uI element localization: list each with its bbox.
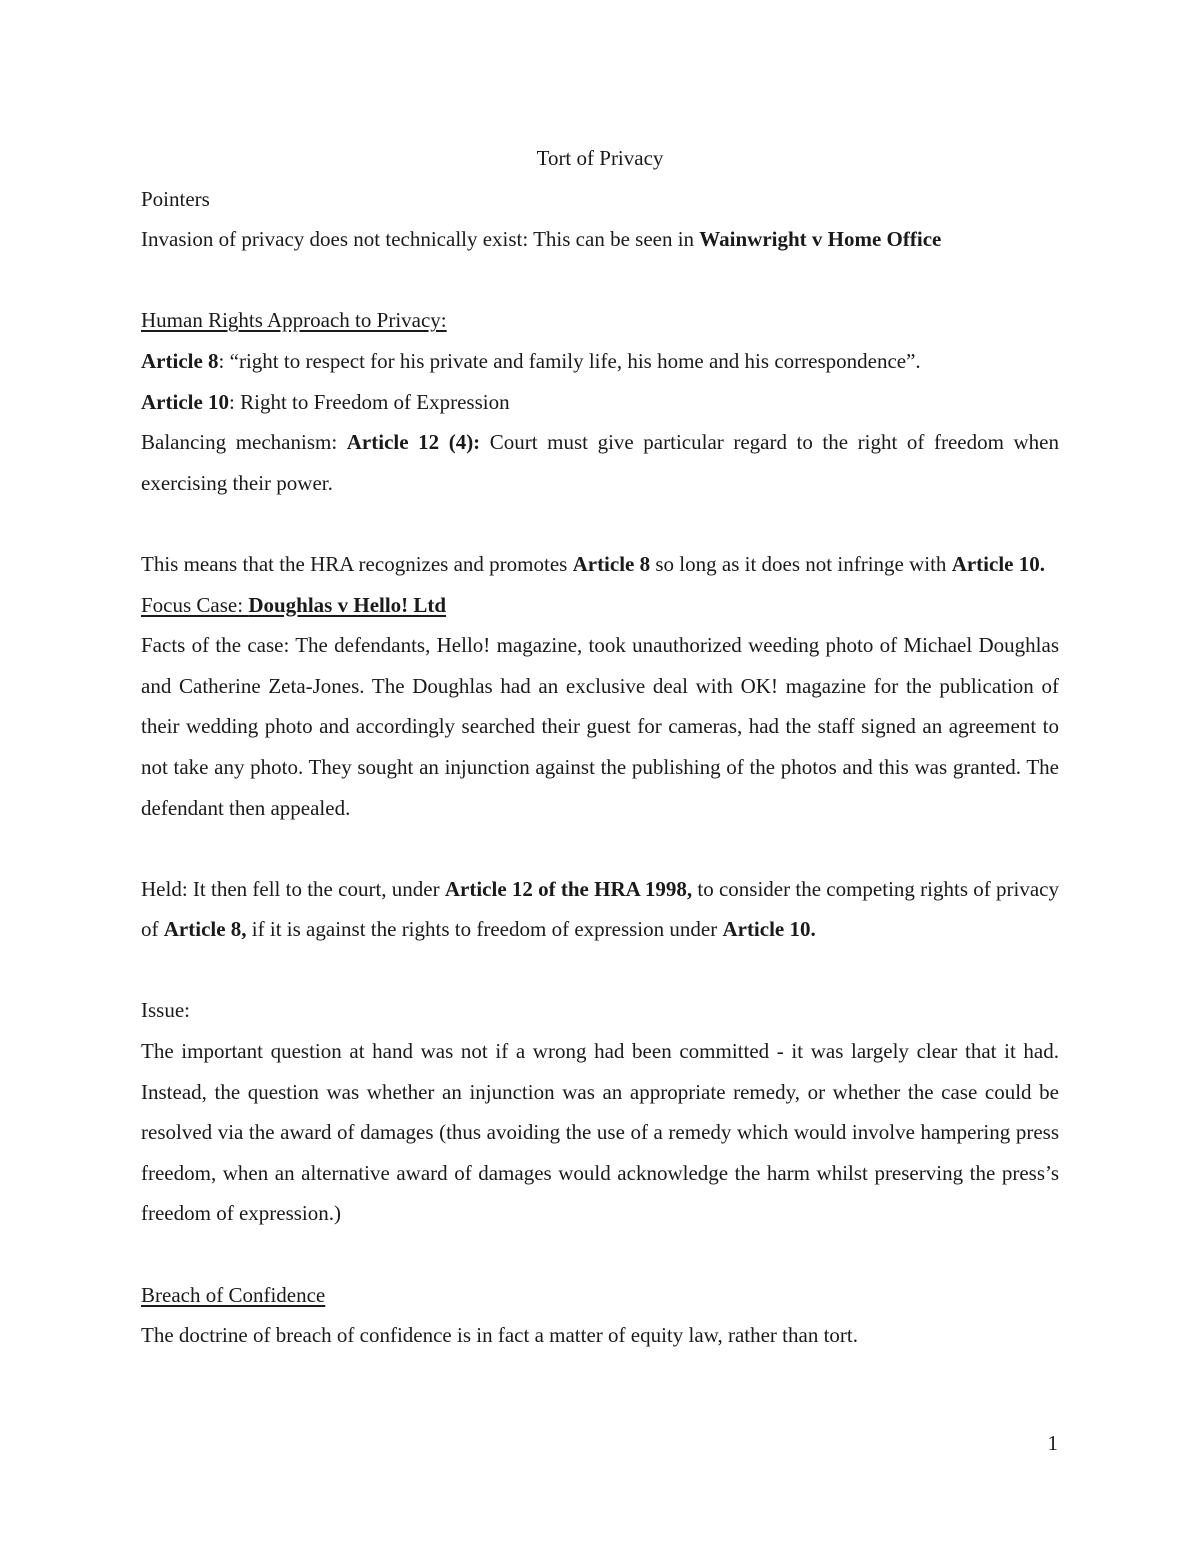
focus-case-label: Focus Case: (141, 592, 249, 617)
breach-paragraph: The doctrine of breach of confidence is in fact a matter of equity law, rather than tort. (141, 1323, 858, 1348)
blank-line (141, 260, 1059, 301)
held-paragraph (141, 869, 1059, 950)
document-title: Tort of Privacy (536, 146, 664, 170)
invasion-paragraph (141, 219, 1059, 260)
facts-paragraph: Facts of the case: The defendants, Hello! magazine, took unauthorized weeding photo of Michael Doughlas and Catherine Zeta-Jones. The Doughlas had an exclusive deal with OK! magazine for the publication of their wedding photo and accordingly searched their guest for cameras, had the staff signed an agreement to not take any photo. They sought an injunction against the publishing of the photos and this was granted. The defendant then appealed. (141, 633, 1059, 820)
issue-heading: Issue: (141, 998, 190, 1023)
means-middle: so long as it does not infringe with (650, 551, 952, 576)
hra-heading-text: Human Rights Approach to Privacy: (141, 308, 447, 333)
held-article-10: Article 10. (722, 917, 816, 942)
means-article-8: Article 8 (572, 551, 651, 576)
blank-line (141, 503, 1059, 544)
held-middle-2: if it is against the rights to freedom of expression under (246, 917, 723, 942)
balancing-text: Court must give particular regard to the right of freedom when exercising their power. (141, 430, 1059, 495)
held-prefix: Held: It then fell to the court, under (141, 876, 445, 901)
article-8-text: : “right to respect for his private and family life, his home and his correspondence”. (218, 348, 921, 373)
document-body (141, 138, 1059, 1356)
douglas-case: Doughlas v Hello! Ltd (248, 592, 447, 617)
issue-paragraph: The important question at hand was not if a wrong had been committed - it was largely clear that it had. Instead, the question was whether an injunction was an appropriate remedy, or whether the case could be resolved via the award of damages (thus avoiding the use of a remedy which would involve hampering press freedom, when an alternative award of damages would acknowledge the harm whilst preserving the press’s freedom of expression.) (141, 1039, 1059, 1226)
blank-line (141, 950, 1059, 991)
means-article-10: Article 10. (951, 551, 1045, 576)
breach-heading-text: Breach of Confidence (141, 1282, 326, 1307)
held-article-12: Article 12 of the HRA 1998, (444, 876, 693, 901)
blank-line (141, 828, 1059, 869)
balancing-prefix: Balancing mechanism: (141, 430, 347, 455)
focus-case-heading (141, 585, 1059, 626)
article-10-paragraph (141, 382, 1059, 423)
hra-heading (141, 300, 1059, 341)
wainwright-case: Wainwright v Home Office (699, 227, 942, 252)
article-8-label: Article 8 (141, 348, 219, 373)
pointers-heading: Pointers (141, 186, 210, 211)
held-middle-1: to consider the competing rights of privacy of (141, 876, 1059, 942)
held-article-8: Article 8, (163, 917, 247, 942)
article-8-paragraph (141, 341, 1059, 382)
means-paragraph (141, 544, 1059, 585)
breach-heading (141, 1275, 1059, 1316)
article-12-4-label: Article 12 (4): (346, 430, 481, 455)
page-number: 1 (1047, 1431, 1058, 1455)
article-10-text: : Right to Freedom of Expression (229, 389, 510, 414)
means-prefix: This means that the HRA recognizes and promotes (141, 551, 573, 576)
invasion-text: Invasion of privacy does not technically exist: This can be seen in (141, 227, 700, 252)
blank-line (141, 1234, 1059, 1275)
balancing-paragraph (141, 422, 1059, 503)
article-10-label: Article 10 (141, 389, 230, 414)
